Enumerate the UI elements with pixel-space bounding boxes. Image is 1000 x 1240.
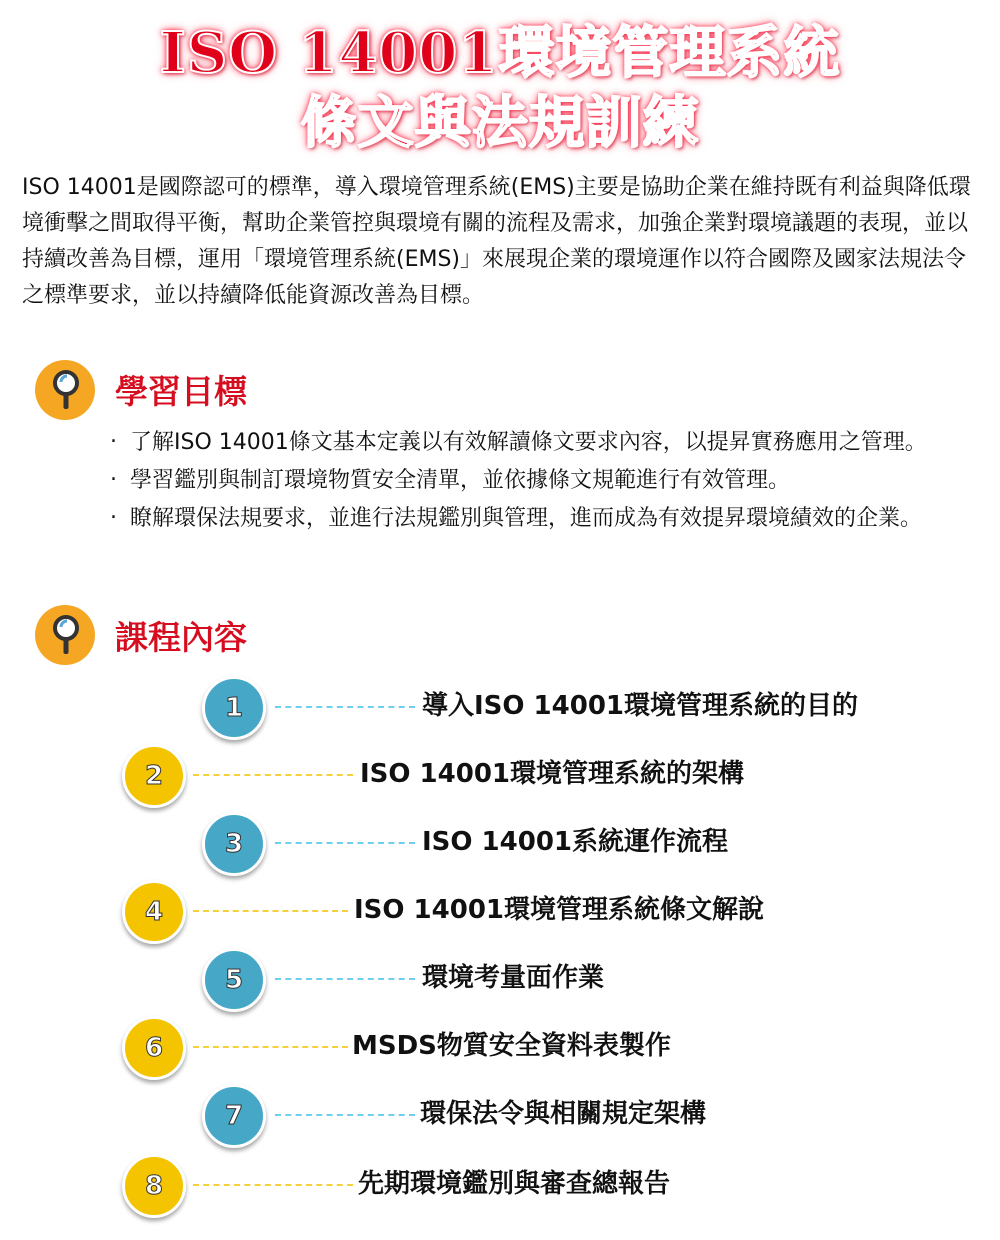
step-label: MSDS物質安全資料表製作 (352, 1031, 671, 1061)
step-number-badge: 2 (122, 744, 186, 808)
course-step-5 (0, 942, 1000, 1012)
dashed-connector (193, 1046, 348, 1048)
objective-text: 瞭解環保法規要求，並進行法規鑑別與管理，進而成為有效提昇環境績效的企業。 (130, 506, 923, 531)
objectives-heading: 學習目標 (115, 372, 247, 411)
dashed-connector (275, 706, 415, 708)
objective-item (110, 424, 970, 462)
objective-item (110, 462, 970, 500)
course-step-1 (0, 670, 1000, 740)
objective-text: 學習鑑別與制訂環境物質安全清單，並依據條文規範進行有效管理。 (130, 468, 791, 493)
course-step-7 (0, 1078, 1000, 1148)
bullet: ‧ (110, 506, 117, 531)
dashed-connector (193, 1184, 353, 1186)
step-label: 環境考量面作業 (422, 963, 605, 993)
step-number-badge: 3 (202, 812, 266, 876)
step-number-badge: 5 (202, 948, 266, 1012)
course-step-4 (0, 874, 1000, 944)
course-heading: 課程內容 (115, 618, 247, 657)
objectives-list (110, 424, 970, 538)
intro-paragraph: ISO 14001是國際認可的標準，導入環境管理系統(EMS)主要是協助企業在維持既有利益與降低環境衝擊之間取得平衡，幫助企業管控與環境有關的流程及需求，加強企業對環境議題的表現，並以持續改善為目標，運用「環境管理系統(EMS)」來展現企業的環境運作以符合國際及國家法規法令之標準要求，並以持續降低能資源改善為目標。 (22, 175, 971, 308)
course-step-3 (0, 806, 1000, 876)
step-number-badge: 6 (122, 1016, 186, 1080)
magnifier-icon (35, 360, 95, 420)
course-step-8 (0, 1148, 1000, 1218)
course-step-2 (0, 738, 1000, 808)
bullet: ‧ (110, 468, 117, 493)
bullet: ‧ (110, 430, 117, 455)
dashed-connector (193, 774, 353, 776)
step-number-badge: 7 (202, 1084, 266, 1148)
objective-text: 了解ISO 14001條文基本定義以有效解讀條文要求內容，以提昇實務應用之管理。 (130, 430, 927, 455)
dashed-connector (275, 1114, 415, 1116)
magnifier-icon (35, 605, 95, 665)
step-label: 環保法令與相關規定架構 (420, 1099, 707, 1129)
step-label: ISO 14001系統運作流程 (422, 827, 729, 857)
step-label: ISO 14001環境管理系統條文解說 (354, 895, 765, 925)
course-step-6 (0, 1010, 1000, 1080)
step-label: 導入ISO 14001環境管理系統的目的 (422, 691, 859, 721)
dashed-connector (193, 910, 348, 912)
step-label: 先期環境鑑別與審查總報告 (358, 1169, 671, 1199)
dashed-connector (275, 978, 415, 980)
step-number-badge: 1 (202, 676, 266, 740)
step-label: ISO 14001環境管理系統的架構 (360, 759, 745, 789)
title-line-1: ISO 14001環境管理系統 (159, 20, 841, 86)
step-number-badge: 8 (122, 1154, 186, 1218)
dashed-connector (275, 842, 415, 844)
title-line-2: 條文與法規訓練 (300, 90, 700, 156)
objective-item (110, 500, 970, 538)
step-number-badge: 4 (122, 880, 186, 944)
